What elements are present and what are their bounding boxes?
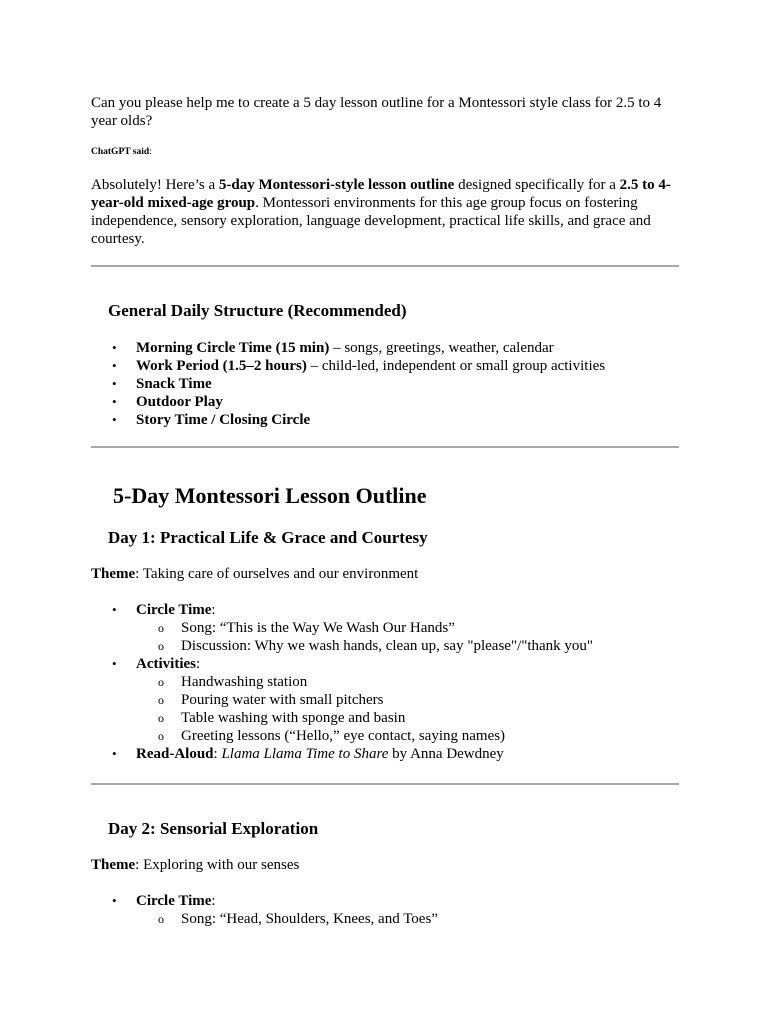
list-item: • Circle Time: o Song: “Head, Shoulders, Knees, and Toes” — [91, 892, 679, 928]
list-item: o Discussion: Why we wash hands, clean up, say "please"/"thank you" — [158, 638, 594, 654]
sub-bullet-icon: o — [158, 675, 164, 689]
day1-activities-sublist — [136, 673, 679, 745]
divider — [91, 265, 679, 267]
bullet-icon: • — [112, 602, 117, 617]
user-prompt — [91, 94, 679, 130]
list-item: • Outdoor Play — [112, 394, 223, 410]
intro-bold-outline: 5-day Montessori-style lesson outline — [218, 177, 455, 193]
bullet-icon: • — [112, 893, 117, 908]
list-item: • Story Time / Closing Circle — [112, 412, 311, 428]
bullet-icon: • — [112, 394, 117, 409]
daily-structure-list — [91, 339, 679, 429]
sub-bullet-icon: o — [158, 639, 164, 653]
bullet-icon: • — [112, 376, 117, 391]
list-item: o Song: “Head, Shoulders, Knees, and Toes” — [158, 911, 438, 927]
sub-bullet-icon: o — [158, 621, 164, 635]
day2-circle-sublist — [136, 910, 679, 928]
daily-structure-heading: General Daily Structure (Recommended) — [108, 301, 407, 320]
list-item: • Read-Aloud: Llama Llama Time to Share by Anna Dewdney — [112, 746, 504, 762]
list-item: o Table washing with sponge and basin — [158, 710, 406, 726]
list-item: • Morning Circle Time (15 min) – songs, greetings, weather, calendar — [112, 340, 554, 356]
list-item: • Snack Time — [112, 376, 212, 392]
speaker-label: ChatGPT said: — [91, 147, 152, 157]
list-item: • Work Period (1.5–2 hours) – child-led, independent or small group activities — [112, 358, 606, 374]
lesson-outline-title: 5-Day Montessori Lesson Outline — [113, 483, 427, 508]
sub-bullet-icon: o — [158, 729, 164, 743]
day2-theme: Theme: Exploring with our senses — [91, 857, 300, 873]
day1-heading: Day 1: Practical Life & Grace and Courtesy — [108, 528, 428, 547]
day2-heading: Day 2: Sensorial Exploration — [108, 819, 319, 838]
list-item: o Song: “This is the Way We Wash Our Hands” — [158, 620, 455, 636]
list-item: • Activities: o Handwashing station o Pouring water with small pitchers o Table washing with sponge and basin o Greeting lessons (“Hello,” eye contact, saying names) — [91, 655, 679, 745]
bullet-icon: • — [112, 358, 117, 373]
intro-paragraph: Absolutely! Here’s a 5-day Montessori-style lesson outline designed specifically for a 2.5 to 4- year-old mixed-age group. Montessori environments for this age group focus on fostering independence, sensory exploration, language development, practical life skills, and grace and courtesy. — [91, 177, 671, 247]
day1-list — [91, 601, 679, 763]
bullet-icon: • — [112, 412, 117, 427]
divider — [91, 446, 679, 448]
intro-bold-age: 2.5 to 4- — [619, 177, 671, 193]
book-title: Llama Llama Time to Share — [221, 746, 389, 762]
user-prompt-line-2: year olds? — [91, 113, 153, 129]
list-item: o Handwashing station — [158, 674, 308, 690]
sub-bullet-icon: o — [158, 693, 164, 707]
sub-bullet-icon: o — [158, 912, 164, 926]
bullet-icon: • — [112, 746, 117, 761]
speaker-name: ChatGPT said — [91, 147, 150, 157]
bullet-icon: • — [112, 340, 117, 355]
day2-list — [91, 892, 679, 928]
day1-theme: Theme: Taking care of ourselves and our environment — [91, 566, 419, 582]
bullet-icon: • — [112, 656, 117, 671]
list-item: o Pouring water with small pitchers — [158, 692, 384, 708]
divider — [91, 783, 679, 785]
intro-bold-group: year-old mixed-age group — [91, 195, 256, 211]
day1-circle-sublist — [136, 619, 679, 655]
user-prompt-line-1: Can you please help me to create a 5 day lesson outline for a Montessori style class for 2.5 to 4 — [91, 95, 662, 111]
list-item: • Circle Time: o Song: “This is the Way We Wash Our Hands” o Discussion: Why we wash hands, clean up, say "please"/"thank you" — [91, 601, 679, 655]
list-item: o Greeting lessons (“Hello,” eye contact, saying names) — [158, 728, 506, 744]
sub-bullet-icon: o — [158, 711, 164, 725]
